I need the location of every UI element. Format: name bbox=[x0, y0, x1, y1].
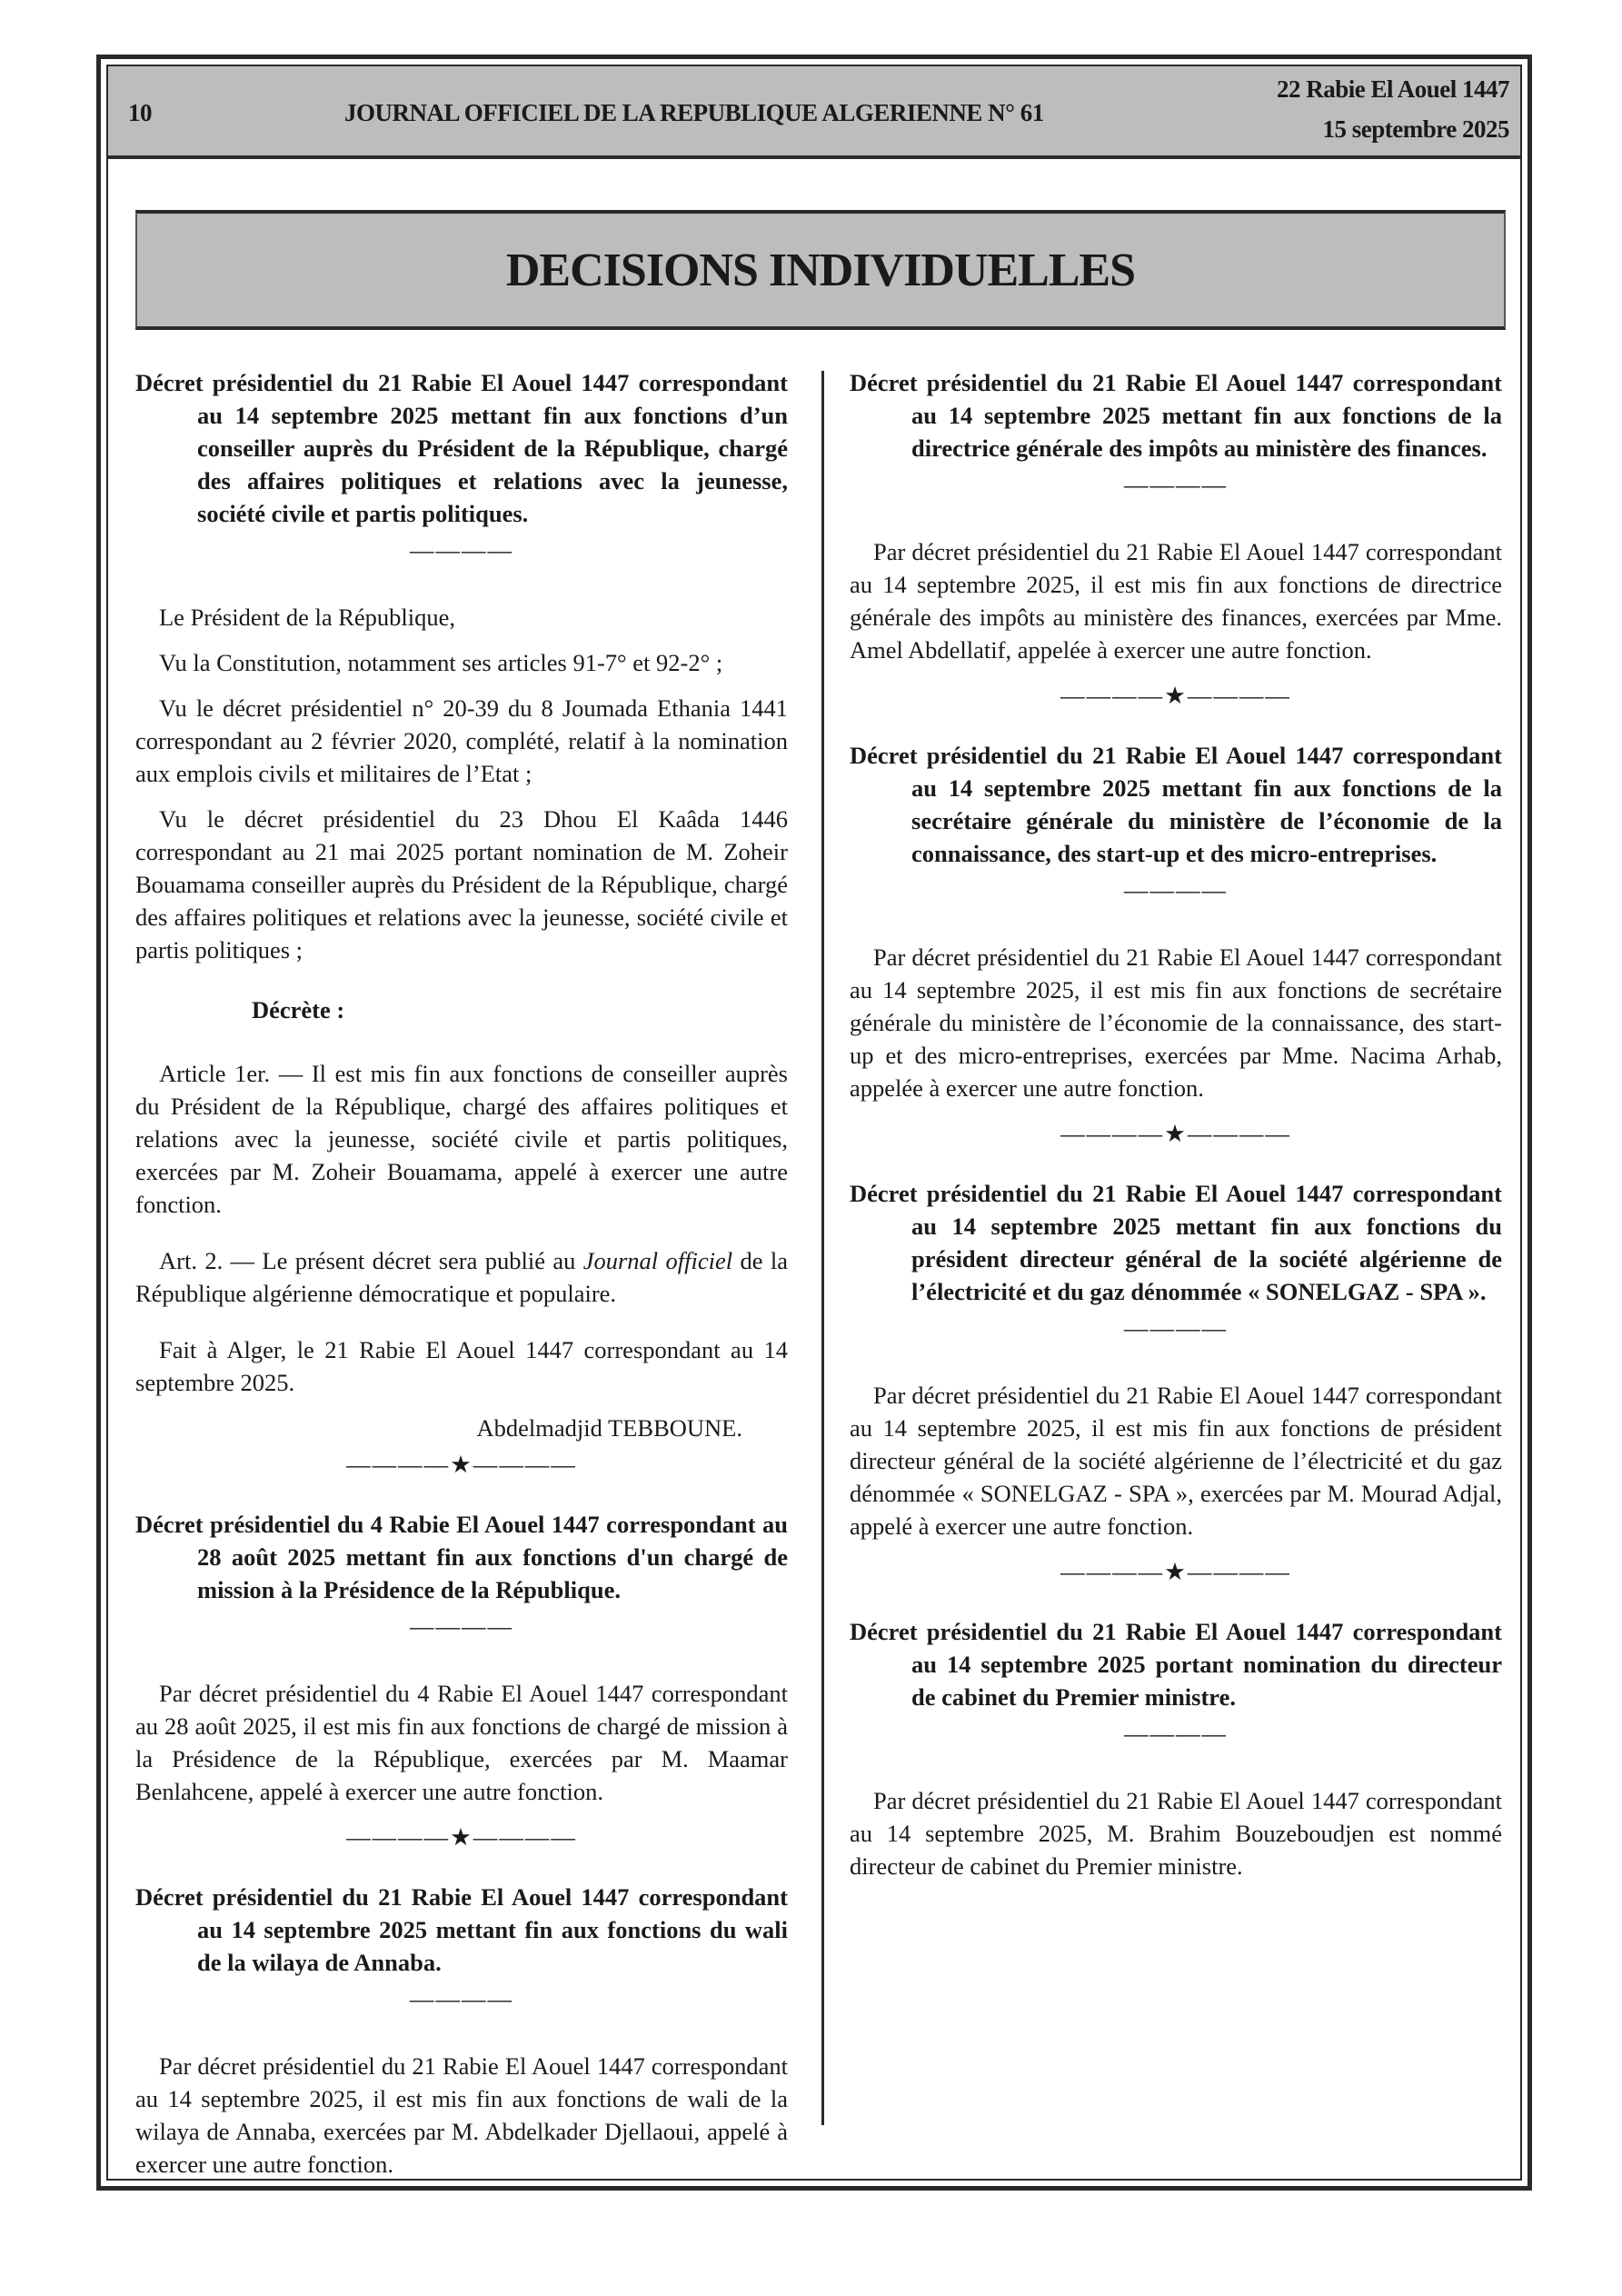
paragraph: Fait à Alger, le 21 Rabie El Aouel 1447 correspondant au 14 septembre 2025. bbox=[135, 1336, 788, 1396]
paragraph: Par décret présidentiel du 21 Rabie El Aouel 1447 correspondant au 14 septembre 2025, il est mis fin aux fonctions de wali de la wilaya de Annaba, exercées par M. Abdelkader Djellaoui, appelé à exercer une autre fonction. bbox=[135, 2052, 788, 2178]
decree-heading: Décret présidentiel du 21 Rabie El Aouel 1447 correspondant au 14 septembre 2025 mettant fin aux fonctions du président directeur général de la société algérienne de l’électricité et du gaz dénommée « SONELGAZ - SPA ». bbox=[850, 1180, 1502, 1305]
star-separator: ————★———— bbox=[346, 1823, 577, 1851]
decree-heading: Décret présidentiel du 21 Rabie El Aouel 1447 correspondant au 14 septembre 2025 portant nomination du directeur de cabinet du Premier ministre. bbox=[850, 1618, 1502, 1711]
paragraph: Vu le décret présidentiel n° 20-39 du 8 Joumada Ethania 1441 correspondant au 2 février 2020, complété, relatif à la nomination aux emplois civils et militaires de l’Etat ; bbox=[135, 694, 788, 787]
paragraph bbox=[135, 1244, 788, 1310]
section-title-box bbox=[135, 210, 1506, 330]
decree-heading: Décret présidentiel du 21 Rabie El Aouel 1447 correspondant au 14 septembre 2025 mettant fin aux fonctions de la secrétaire générale du ministère de l’économie de la connaissance, des start-up et des micro-entreprises. bbox=[850, 742, 1502, 867]
decree-heading: Décret présidentiel du 21 Rabie El Aouel 1447 correspondant au 14 septembre 2025 mettant fin aux fonctions d’un conseiller auprès du Président de la République, chargé des affaires politiques et relations avec la jeunesse, société civile et partis politiques. bbox=[135, 369, 788, 527]
signature: Abdelmadjid TEBBOUNE. bbox=[476, 1414, 742, 1442]
right-column bbox=[850, 366, 1502, 1895]
decrete-label: Décrète : bbox=[252, 996, 345, 1023]
star-separator: ————★———— bbox=[1060, 1120, 1291, 1147]
text-segment: Art. 2. — Le présent décret sera publié au bbox=[159, 1247, 583, 1274]
paragraph: Par décret présidentiel du 21 Rabie El Aouel 1447 correspondant au 14 septembre 2025, il est mis fin aux fonctions de secrétaire générale du ministère de l’économie de la connaissance, des start-up et des micro-entreprises, exercées par Mme. Nacima Arhab, appelée à exercer une autre fonction. bbox=[850, 943, 1502, 1102]
paragraph: Par décret présidentiel du 21 Rabie El Aouel 1447 correspondant au 14 septembre 2025, il est mis fin aux fonctions de directrice générale des impôts au ministère des finances, exercées par Mme. Amel Abdellatif, appelée à exercer une autre fonction. bbox=[850, 538, 1502, 664]
page-number: 10 bbox=[128, 99, 152, 126]
gregorian-date: 15 septembre 2025 bbox=[1322, 115, 1509, 143]
separator: ———— bbox=[410, 1985, 513, 2012]
paragraph: Par décret présidentiel du 21 Rabie El Aouel 1447 correspondant au 14 septembre 2025, M. Brahim Bouzeboudjen est nommé directeur de cabinet du Premier ministre. bbox=[850, 1787, 1502, 1880]
journal-name-italic: Journal officiel bbox=[582, 1247, 733, 1274]
separator: ———— bbox=[1124, 471, 1228, 498]
paragraph: Le Président de la République, bbox=[159, 604, 456, 631]
decree-heading: Décret présidentiel du 21 Rabie El Aouel 1447 correspondant au 14 septembre 2025 mettant fin aux fonctions de la directrice générale des impôts au ministère des finances. bbox=[850, 369, 1502, 462]
decree-heading: Décret présidentiel du 21 Rabie El Aouel 1447 correspondant au 14 septembre 2025 mettant fin aux fonctions du wali de la wilaya de Annaba. bbox=[135, 1883, 788, 1976]
page-inner-border bbox=[106, 65, 1522, 2181]
separator: ———— bbox=[1124, 1314, 1228, 1342]
journal-header bbox=[108, 66, 1520, 159]
decree-heading: Décret présidentiel du 4 Rabie El Aouel 1447 correspondant au 28 août 2025 mettant fin aux fonctions d'un chargé de mission à la Présidence de la République. bbox=[135, 1511, 788, 1603]
column-divider bbox=[821, 371, 824, 2125]
paragraph: Vu la Constitution, notamment ses articles 91-7° et 92-2° ; bbox=[159, 649, 723, 676]
left-column bbox=[135, 366, 788, 2193]
separator: ———— bbox=[410, 1612, 513, 1640]
paragraph: Vu le décret présidentiel du 23 Dhou El Kaâda 1446 correspondant au 21 mai 2025 portant nomination de M. Zoheir Bouamama conseiller auprès du Président de la République, chargé des affaires politiques et relations avec la jeunesse, société civile et partis politiques ; bbox=[135, 805, 788, 963]
paragraph: Par décret présidentiel du 4 Rabie El Aouel 1447 correspondant au 28 août 2025, il est mis fin aux fonctions de chargé de mission à la Présidence de la République, exercées par M. Maamar Benlahcene, appelé à exercer une autre fonction. bbox=[135, 1680, 788, 1805]
star-separator: ————★———— bbox=[1060, 1558, 1291, 1585]
section-title: DECISIONS INDIVIDUELLES bbox=[505, 244, 1136, 296]
star-separator: ————★———— bbox=[346, 1451, 577, 1478]
journal-title: JOURNAL OFFICIEL DE LA REPUBLIQUE ALGERIENNE N° 61 bbox=[344, 99, 1044, 126]
separator: ———— bbox=[1124, 876, 1228, 903]
hijri-date: 22 Rabie El Aouel 1447 bbox=[1276, 75, 1509, 103]
paragraph: Article 1er. — Il est mis fin aux fonctions de conseiller auprès du Président de la République, chargé des affaires politiques et relations avec la jeunesse, société civile et partis politiques, exercées par M. Zoheir Bouamama, appelé à exercer une autre fonction. bbox=[135, 1060, 788, 1218]
text-segment: de la République algérienne démocratique et populaire. bbox=[135, 1247, 788, 1307]
separator: ———— bbox=[410, 536, 513, 564]
separator: ———— bbox=[1124, 1720, 1228, 1747]
star-separator: ————★———— bbox=[1060, 682, 1291, 709]
paragraph: Par décret présidentiel du 21 Rabie El Aouel 1447 correspondant au 14 septembre 2025, il est mis fin aux fonctions de président directeur général de la société algérienne de l’électricité et du gaz dénommée « SONELGAZ - SPA », exercées par M. Mourad Adjal, appelé à exercer une autre fonction. bbox=[850, 1382, 1502, 1540]
page-frame bbox=[96, 55, 1532, 2191]
